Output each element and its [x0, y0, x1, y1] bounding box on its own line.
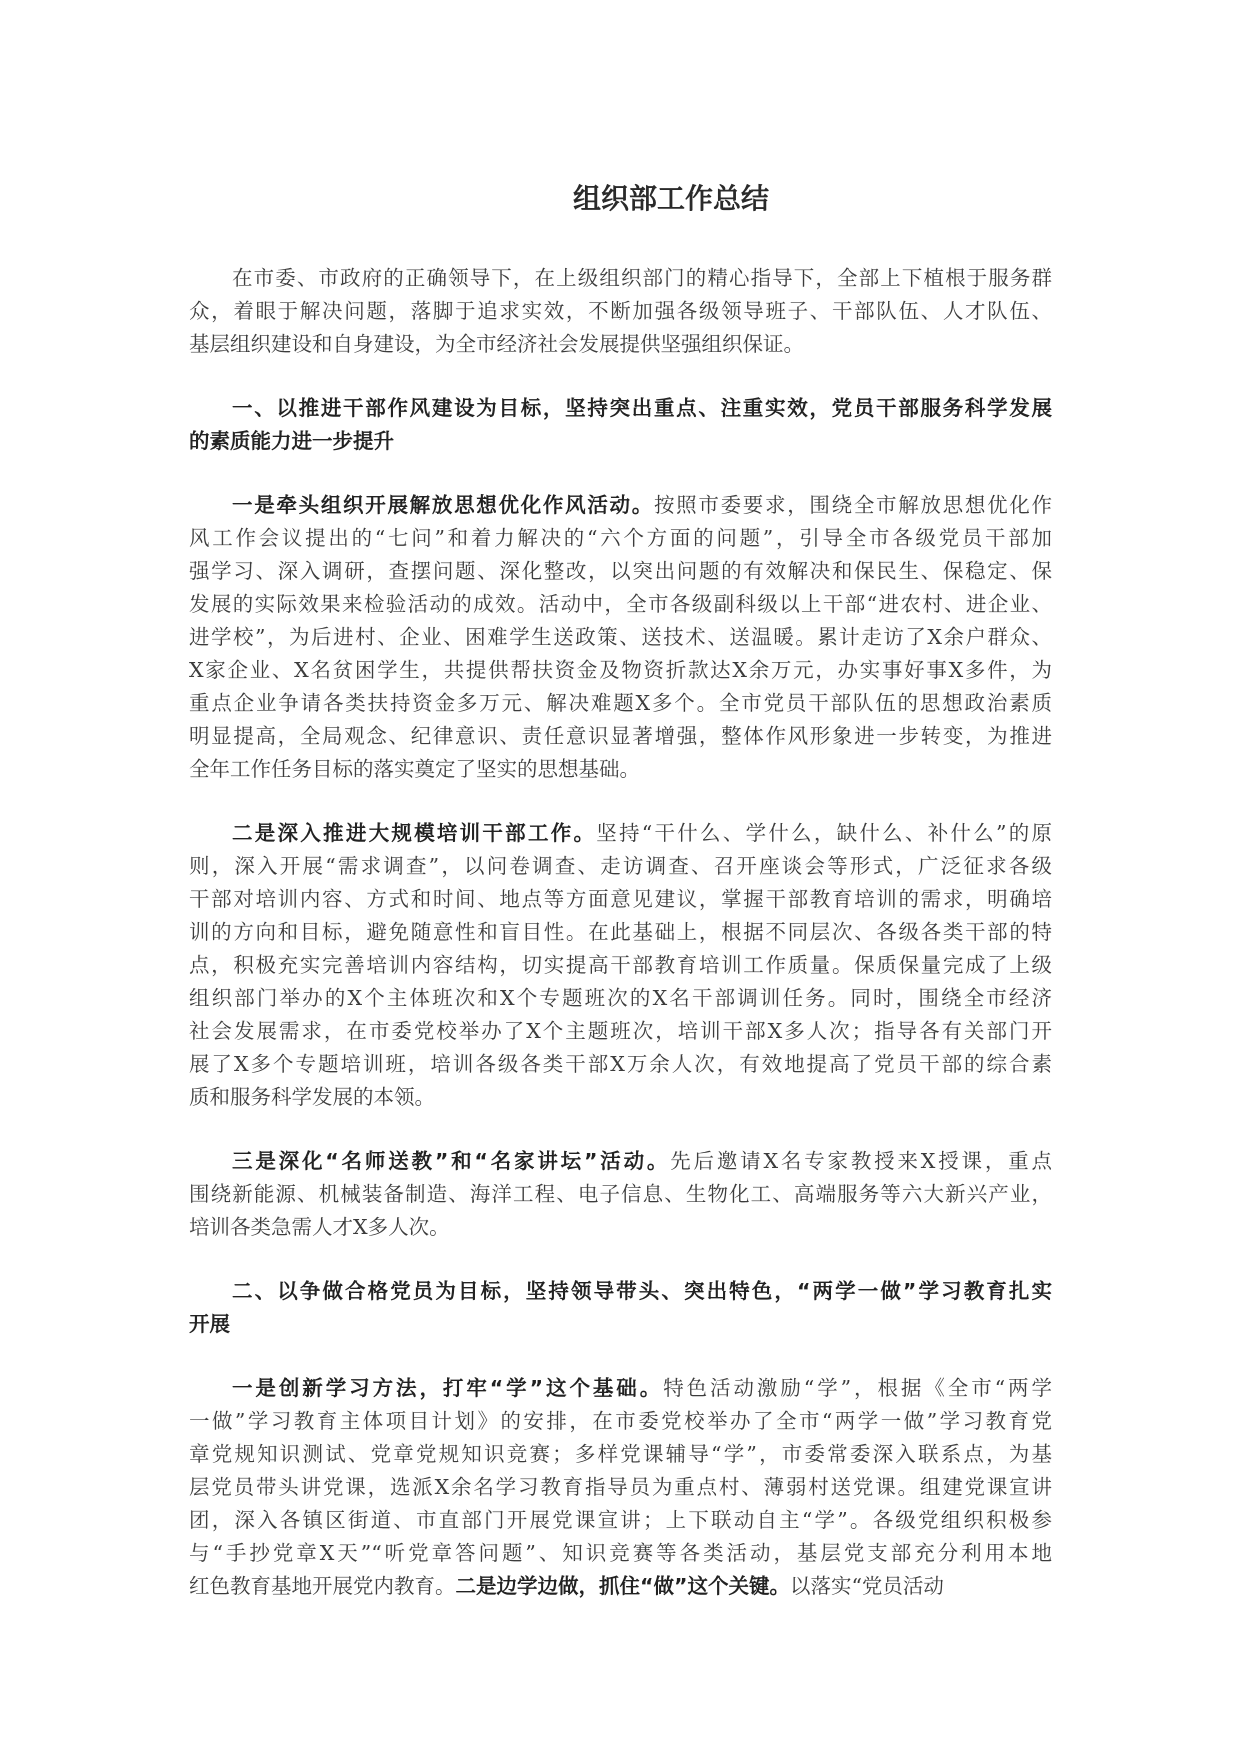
- text-line: [189, 295, 1052, 328]
- text-line: [189, 1537, 1052, 1570]
- bold-lead-text: 二是边学边做，抓住“做”这个关键。: [455, 1574, 790, 1598]
- text-line: [189, 588, 1052, 621]
- document-body: [189, 262, 1052, 1634]
- text-segment: 在市委、市政府的正确领导下，在上级组织部门的精心指导下，全部上下植根于服务群: [232, 266, 1052, 290]
- text-segment: 进学校”，为后进村、企业、困难学生送政策、送技术、送温暖。累计走访了X余户群众、: [189, 625, 1052, 649]
- paragraph: [189, 489, 1052, 786]
- text-line: [189, 850, 1052, 883]
- text-segment: 围绕新能源、机械装备制造、海洋工程、电子信息、生物化工、高端服务等六大新兴产业，: [189, 1182, 1052, 1206]
- bold-lead-text: 一是创新学习方法，打牢“学”这个基础。: [232, 1376, 664, 1400]
- text-line: [189, 392, 1052, 425]
- text-segment: 特色活动激励“学”，根据《全市“两学: [663, 1376, 1052, 1400]
- section-heading: [189, 392, 1052, 458]
- text-line: [189, 522, 1052, 555]
- text-line: [189, 916, 1052, 949]
- text-segment: 章党规知识测试、党章党规知识竞赛；多样党课辅导“学”，市委常委深入联系点，为基: [189, 1442, 1052, 1466]
- text-segment: 组织部门举办的X个主体班次和X个专题班次的X名干部调训任务。同时，围绕全市经济: [189, 986, 1052, 1010]
- text-segment: 与“手抄党章X天”“听党章答问题”、知识竞赛等各类活动，基层党支部充分利用本地: [189, 1541, 1052, 1565]
- text-line: [189, 1178, 1052, 1211]
- section-heading: [189, 1275, 1052, 1341]
- text-segment: 明显提高，全局观念、纪律意识、责任意识显著增强，整体作风形象进一步转变，为推进: [189, 724, 1052, 748]
- text-segment: 全年工作任务目标的落实奠定了坚实的思想基础。: [189, 757, 640, 781]
- text-line: [189, 425, 1052, 458]
- text-line: [189, 621, 1052, 654]
- text-segment: 先后邀请X名专家教授来X授课，重点: [670, 1149, 1052, 1173]
- text-line: [189, 1211, 1052, 1244]
- text-segment: 点，积极充实完善培训内容结构，切实提高干部教育培训工作质量。保质保量完成了上级: [189, 953, 1052, 977]
- text-line: [189, 1145, 1052, 1178]
- text-line: [189, 1372, 1052, 1405]
- text-line: [189, 1504, 1052, 1537]
- text-line: [189, 720, 1052, 753]
- text-segment: 红色教育基地开展党内教育。: [189, 1574, 456, 1598]
- text-line: [189, 1048, 1052, 1081]
- text-line: [189, 328, 1052, 361]
- text-segment: 强学习、深入调研，查摆问题、深化整改，以突出问题的有效解决和保民生、保稳定、保: [189, 559, 1052, 583]
- text-segment: 按照市委要求，围绕全市解放思想优化作: [653, 493, 1053, 517]
- document-title: 组织部工作总结: [572, 182, 769, 215]
- bold-lead-text: 二是深入推进大规模培训干部工作。: [232, 821, 597, 845]
- text-segment: 训的方向和目标，避免随意性和盲目性。在此基础上，根据不同层次、各级各类干部的特: [189, 920, 1052, 944]
- text-line: [189, 1015, 1052, 1048]
- text-segment: 质和服务科学发展的本领。: [189, 1085, 435, 1109]
- text-line: [189, 1570, 1052, 1603]
- text-line: [189, 1438, 1052, 1471]
- text-segment: 风工作会议提出的“七问”和着力解决的“六个方面的问题”，引导全市各级党员干部加: [189, 526, 1052, 550]
- text-line: [189, 1405, 1052, 1438]
- text-line: [189, 817, 1052, 850]
- text-segment: 一做”学习教育主体项目计划》的安排，在市委党校举办了全市“两学一做”学习教育党: [189, 1409, 1052, 1433]
- text-segment: 基层组织建设和自身建设，为全市经济社会发展提供坚强组织保证。: [189, 332, 804, 356]
- bold-lead-text: 三是深化“名师送教”和“名家讲坛”活动。: [232, 1149, 671, 1173]
- text-line: [189, 687, 1052, 720]
- text-line: [189, 1471, 1052, 1504]
- text-line: [189, 262, 1052, 295]
- text-line: [189, 555, 1052, 588]
- text-line: [189, 654, 1052, 687]
- text-line: [189, 982, 1052, 1015]
- text-line: [189, 949, 1052, 982]
- text-line: [189, 1081, 1052, 1114]
- text-segment: 众，着眼于解决问题，落脚于追求实效，不断加强各级领导班子、干部队伍、人才队伍、: [189, 299, 1052, 323]
- bold-lead-text: 一是牵头组织开展解放思想优化作风活动。: [232, 493, 654, 517]
- text-segment: 展了X多个专题培训班，培训各级各类干部X万余人次，有效地提高了党员干部的综合素: [189, 1052, 1052, 1076]
- text-segment: 坚持“干什么、学什么，缺什么、补什么”的原: [596, 821, 1053, 845]
- text-line: [189, 753, 1052, 786]
- text-segment: 以落实“党员活动: [789, 1574, 944, 1598]
- text-segment: 则，深入开展“需求调查”，以问卷调查、走访调查、召开座谈会等形式，广泛征求各级: [189, 854, 1052, 878]
- text-segment: 重点企业争请各类扶持资金多万元、解决难题X多个。全市党员干部队伍的思想政治素质: [189, 691, 1052, 715]
- text-line: [189, 489, 1052, 522]
- text-segment: 发展的实际效果来检验活动的成效。活动中，全市各级副科级以上干部“进农村、进企业、: [189, 592, 1052, 616]
- paragraph: [189, 262, 1052, 361]
- text-segment: 培训各类急需人才X多人次。: [189, 1215, 450, 1239]
- bold-lead-text: 开展: [189, 1312, 230, 1336]
- text-segment: X家企业、X名贫困学生，共提供帮扶资金及物资折款达X余万元，办实事好事X多件，为: [189, 658, 1052, 682]
- paragraph: [189, 1372, 1052, 1603]
- text-segment: 层党员带头讲党课，选派X余名学习教育指导员为重点村、薄弱村送党课。组建党课宣讲: [189, 1475, 1052, 1499]
- text-segment: 团，深入各镇区街道、市直部门开展党课宣讲；上下联动自主“学”。各级党组织积极参: [189, 1508, 1052, 1532]
- bold-lead-text: 二、以争做合格党员为目标，坚持领导带头、突出特色，“两学一做”学习教育扎实: [232, 1279, 1052, 1303]
- bold-lead-text: 一、以推进干部作风建设为目标，坚持突出重点、注重实效，党员干部服务科学发展: [232, 396, 1052, 420]
- text-segment: 社会发展需求，在市委党校举办了X个主题班次，培训干部X多人次；指导各有关部门开: [189, 1019, 1052, 1043]
- text-line: [189, 1308, 1052, 1341]
- text-line: [189, 1275, 1052, 1308]
- bold-lead-text: 的素质能力进一步提升: [189, 429, 394, 453]
- paragraph: [189, 817, 1052, 1114]
- text-segment: 干部对培训内容、方式和时间、地点等方面意见建议，掌握干部教育培训的需求，明确培: [189, 887, 1052, 911]
- paragraph: [189, 1145, 1052, 1244]
- text-line: [189, 883, 1052, 916]
